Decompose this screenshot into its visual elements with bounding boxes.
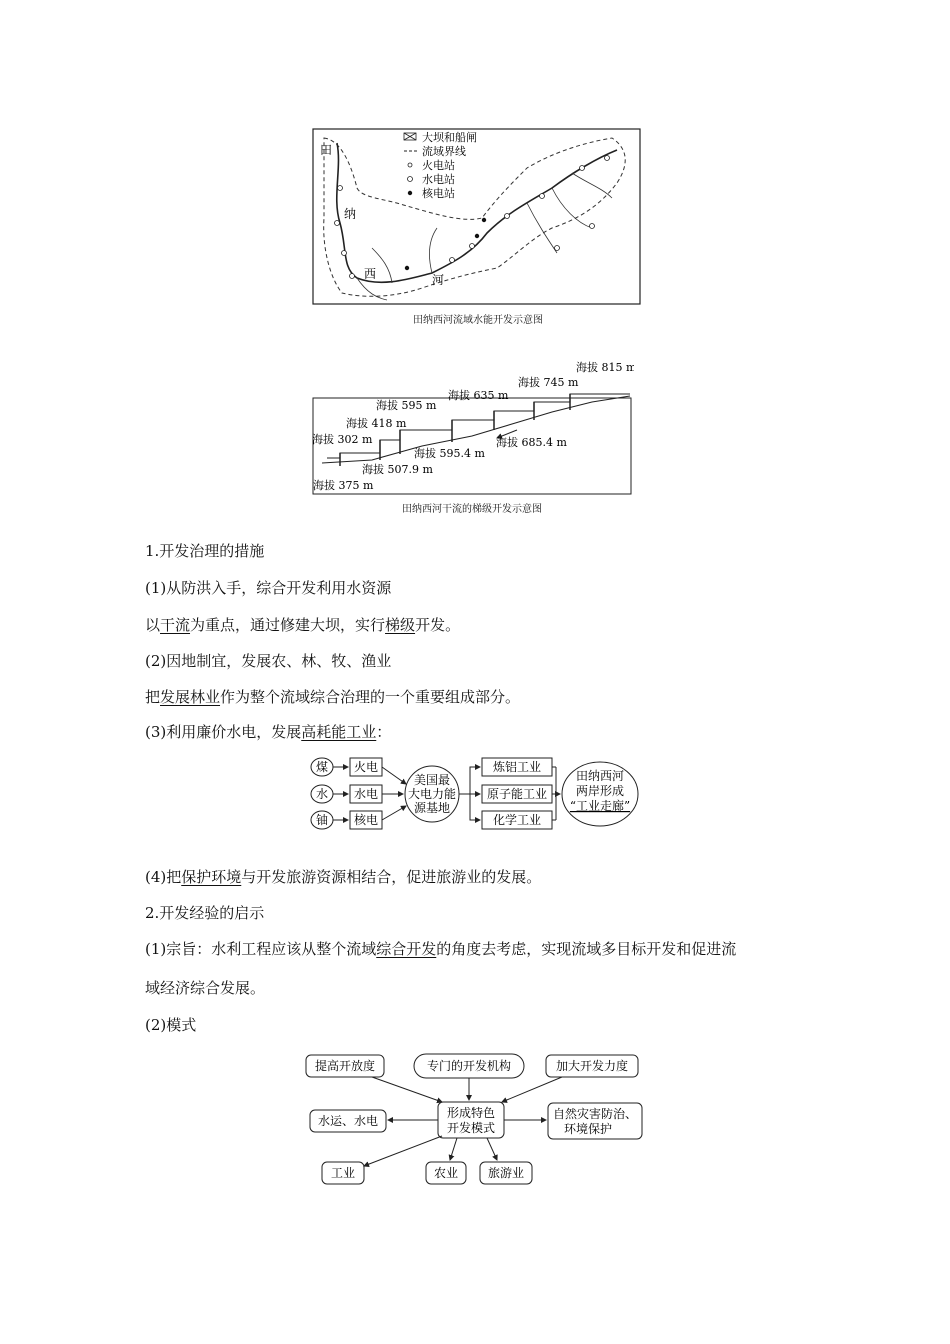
label-tourism: 旅游业 — [487, 1166, 525, 1180]
u-environment: 保护环境 — [181, 868, 242, 886]
elev-375: 海拔 375 m — [313, 479, 374, 492]
map-label-xi: 西 — [364, 267, 377, 281]
legend-dam: 大坝和船闸 — [422, 131, 477, 144]
s1-p4: (4)把保护环境与开发旅游资源相结合，促进旅游业的发展。 — [145, 868, 542, 886]
label-disaster-2: 环境保护 — [563, 1122, 613, 1136]
label-disaster-1: 自然灾害防治、 — [552, 1107, 638, 1121]
elev-685: 海拔 685.4 m — [496, 436, 567, 449]
label-chemical: 化学工业 — [492, 813, 542, 827]
label-coal: 煤 — [315, 760, 329, 774]
map-label-he: 河 — [432, 273, 445, 287]
s1-p2-title: (2)因地制宜，发展农、林、牧、渔业 — [145, 652, 392, 670]
legend-hydro: 水电站 — [422, 173, 455, 186]
hub-line2: 大电力能 — [407, 787, 457, 801]
tva-map — [312, 128, 642, 306]
u-comprehensive: 综合开发 — [376, 940, 437, 958]
s2-p1-cont: 域经济综合发展。 — [145, 979, 266, 997]
u-energy-industry: 高耗能工业 — [301, 723, 377, 741]
elev-635: 海拔 635 m — [448, 389, 509, 402]
u-forestry: 发展林业 — [160, 688, 221, 706]
s2-p2-title: (2)模式 — [145, 1016, 197, 1034]
label-hydro: 水电 — [353, 787, 379, 801]
s1-p1-body: 以干流为重点，通过修建大坝，实行梯级开发。 — [145, 616, 461, 634]
legend-nuclear: 核电站 — [422, 187, 455, 200]
s2-p1-body: (1)宗旨：水利工程应该从整个流域综合开发的角度去考虑，实现流域多目标开发和促进流 — [145, 940, 737, 958]
label-atomic: 原子能工业 — [486, 787, 548, 801]
elev-815: 海拔 815 m — [576, 361, 634, 374]
section2-heading: 2.开发经验的启示 — [145, 904, 265, 922]
step-profile — [312, 358, 634, 496]
label-nuclear: 核电 — [353, 813, 379, 827]
section1-heading: 1.开发治理的措施 — [145, 542, 265, 560]
elev-595-4: 海拔 595.4 m — [414, 447, 485, 460]
s1-p3: (3)利用廉价水电，发展高耗能工业： — [145, 723, 392, 741]
label-water: 水 — [315, 787, 329, 801]
label-model-2: 开发模式 — [446, 1121, 496, 1135]
elev-745: 海拔 745 m — [518, 376, 579, 389]
label-shipping: 水运、水电 — [317, 1114, 379, 1128]
label-intensity: 加大开发力度 — [555, 1059, 629, 1073]
label-openness: 提高开放度 — [314, 1059, 376, 1073]
u-main-stream: 干流 — [160, 616, 191, 634]
label-agency: 专门的开发机构 — [426, 1059, 512, 1073]
industry-flow-diagram — [308, 754, 644, 844]
model-flow-diagram — [302, 1048, 648, 1194]
result-line3: “工业走廊” — [569, 799, 631, 813]
map-label-tian: 田 — [320, 143, 333, 157]
label-agriculture: 农业 — [433, 1166, 459, 1180]
u-cascade: 梯级 — [385, 616, 416, 634]
legend-thermal: 火电站 — [422, 159, 455, 172]
legend-boundary: 流域界线 — [422, 145, 466, 158]
label-model-1: 形成特色 — [446, 1106, 496, 1120]
label-thermal: 火电 — [353, 760, 379, 774]
elev-507: 海拔 507.9 m — [362, 463, 433, 476]
label-industry: 工业 — [330, 1166, 356, 1180]
tva-map-figure — [312, 128, 642, 310]
result-line2: 两岸形成 — [575, 784, 625, 798]
hub-line1: 美国最 — [413, 773, 451, 787]
elev-595: 海拔 595 m — [376, 399, 437, 412]
elev-302: 海拔 302 m — [312, 433, 373, 446]
map-caption: 田纳西河流域水能开发示意图 — [413, 315, 543, 326]
profile-caption: 田纳西河干流的梯级开发示意图 — [402, 504, 542, 515]
hub-line3: 源基地 — [413, 801, 451, 815]
label-aluminium: 炼铝工业 — [492, 760, 542, 774]
result-line1: 田纳西河 — [575, 769, 625, 783]
profile-figure — [312, 358, 634, 500]
label-uranium: 铀 — [315, 813, 329, 827]
s1-p2-body: 把发展林业作为整个流域综合治理的一个重要组成部分。 — [145, 688, 521, 706]
s1-p1-title: (1)从防洪入手，综合开发利用水资源 — [145, 579, 392, 597]
elev-418: 海拔 418 m — [346, 417, 407, 430]
map-label-na: 纳 — [344, 207, 357, 221]
